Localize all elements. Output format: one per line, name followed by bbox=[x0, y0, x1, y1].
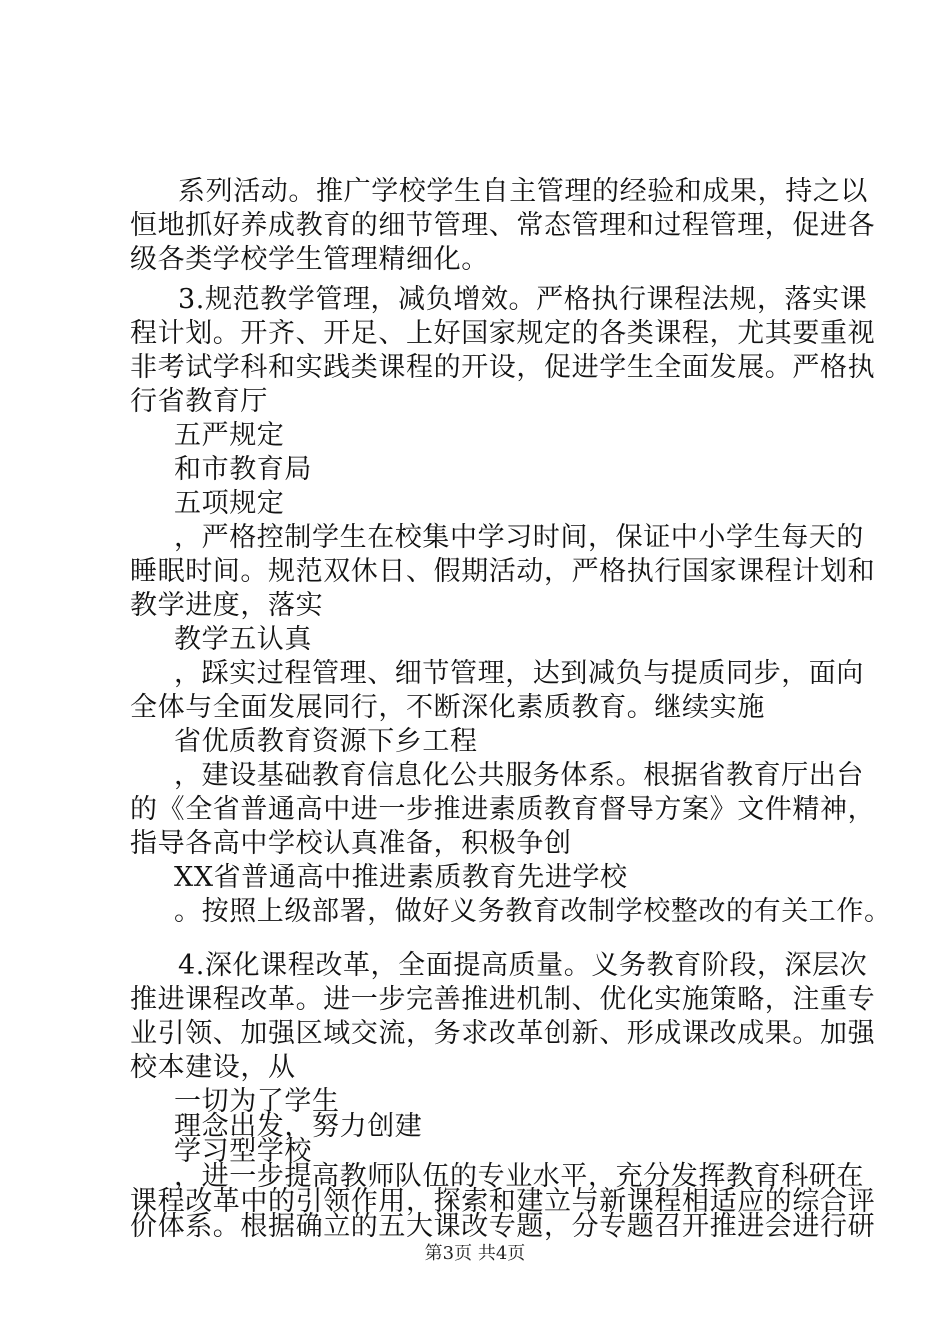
text-line: 一切为了学生 bbox=[174, 1086, 340, 1117]
text-line: 行省教育厅 bbox=[130, 386, 268, 417]
text-line: 五项规定 bbox=[174, 488, 285, 519]
text-line: 和市教育局 bbox=[174, 454, 312, 485]
text-line: ，进一步提高教师队伍的专业水平，充分发挥教育科研在 bbox=[174, 1161, 864, 1192]
text-line: 价体系。根据确立的五大课改专题，分专题召开推进会进行研 bbox=[130, 1211, 876, 1242]
text-line: 4.深化课程改革，全面提高质量。义务教育阶段，深层次 bbox=[178, 950, 868, 981]
text-line: 省优质教育资源下乡工程 bbox=[174, 726, 478, 757]
text-line: 校本建设，从 bbox=[130, 1052, 296, 1083]
text-line: 教学五认真 bbox=[174, 624, 312, 655]
text-line: 系列活动。推广学校学生自主管理的经验和成果，持之以 bbox=[178, 176, 868, 207]
text-line: ，建设基础教育信息化公共服务体系。根据省教育厅出台 bbox=[174, 760, 864, 791]
text-line: 全体与全面发展同行，不断深化素质教育。继续实施 bbox=[130, 692, 765, 723]
text-line: 理念出发，努力创建 bbox=[174, 1111, 423, 1142]
text-line: 级各类学校学生管理精细化。 bbox=[130, 244, 489, 275]
text-line: 3.规范教学管理，减负增效。严格执行课程法规，落实课 bbox=[178, 284, 868, 315]
text-line: 程计划。开齐、开足、上好国家规定的各类课程，尤其要重视 bbox=[130, 318, 876, 349]
text-line: 睡眠时间。规范双休日、假期活动，严格执行国家课程计划和 bbox=[130, 556, 876, 587]
text-line: 的《全省普通高中进一步推进素质教育督导方案》文件精神， bbox=[130, 794, 876, 825]
text-line: 课程改革中的引领作用，探索和建立与新课程相适应的综合评 bbox=[130, 1186, 876, 1217]
text-line: 教学进度，落实 bbox=[130, 590, 324, 621]
text-line: 业引领、加强区域交流，务求改革创新、形成课改成果。加强 bbox=[130, 1018, 876, 1049]
text-line: ，严格控制学生在校集中学习时间，保证中小学生每天的 bbox=[174, 522, 864, 553]
page-footer: 第3页 共4页 bbox=[424, 1243, 526, 1264]
text-line: 五严规定 bbox=[174, 420, 285, 451]
text-line: 恒地抓好养成教育的细节管理、常态管理和过程管理，促进各 bbox=[130, 210, 876, 241]
text-line: 学习型学校 bbox=[174, 1136, 312, 1167]
text-line: 推进课程改革。进一步完善推进机制、优化实施策略，注重专 bbox=[130, 984, 876, 1015]
text-line: ，踩实过程管理、细节管理，达到减负与提质同步，面向 bbox=[174, 658, 864, 689]
text-line: 非考试学科和实践类课程的开设，促进学生全面发展。严格执 bbox=[130, 352, 876, 383]
text-line: 指导各高中学校认真准备，积极争创 bbox=[130, 828, 572, 859]
text-line: 。按照上级部署，做好义务教育改制学校整改的有关工作。 bbox=[174, 896, 892, 927]
text-line: XX省普通高中推进素质教育先进学校 bbox=[174, 862, 628, 893]
